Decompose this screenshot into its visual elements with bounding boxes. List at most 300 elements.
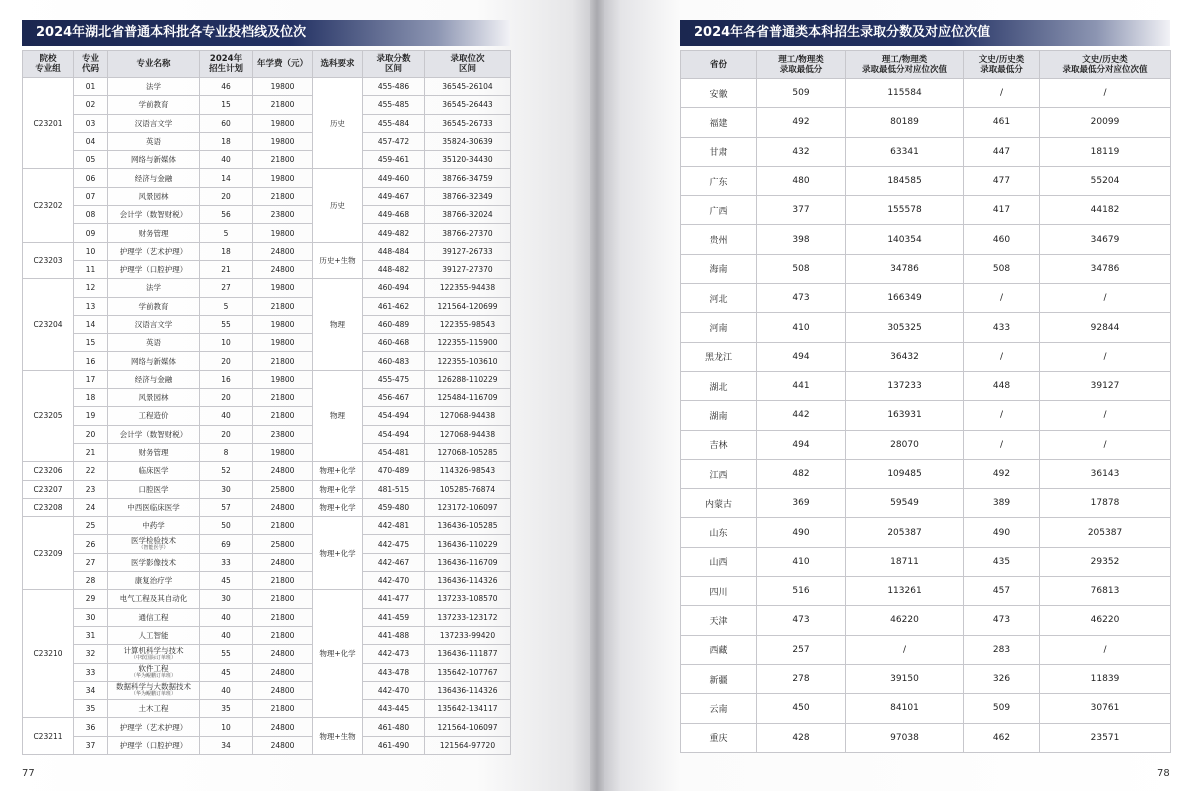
table-row xyxy=(23,114,511,132)
arts-rank-cell: / xyxy=(1040,430,1171,459)
province-cell: 新疆 xyxy=(681,664,757,693)
rank-range-cell: 38766-32024 xyxy=(425,206,511,224)
major-code-cell: 33 xyxy=(74,663,108,681)
province-cell: 西藏 xyxy=(681,635,757,664)
plan-cell: 20 xyxy=(200,352,253,370)
plan-cell: 55 xyxy=(200,645,253,663)
table-row xyxy=(23,700,511,718)
group-code-cell: C23207 xyxy=(23,480,74,498)
arts-min-score-cell: 477 xyxy=(964,166,1040,195)
science-min-score-cell: 473 xyxy=(757,284,846,313)
arts-rank-cell: 30761 xyxy=(1040,694,1171,723)
subject-requirement-cell: 物理+化学 xyxy=(313,517,363,590)
plan-cell: 34 xyxy=(200,736,253,754)
major-name-cell: 英语 xyxy=(108,132,200,150)
group-code-cell: C23204 xyxy=(23,279,74,370)
rank-range-cell: 121564-97720 xyxy=(425,736,511,754)
table-row xyxy=(681,606,1171,635)
major-name-cell: 护理学（艺术护理） xyxy=(108,242,200,260)
table-row xyxy=(681,723,1171,752)
table-row xyxy=(681,371,1171,400)
science-rank-cell: 63341 xyxy=(846,137,964,166)
major-name-cell: 软件工程 （华为鲲鹏订单班） xyxy=(108,663,200,681)
major-name-cell: 财务管理 xyxy=(108,224,200,242)
rank-range-cell: 137233-123172 xyxy=(425,608,511,626)
table-row xyxy=(681,577,1171,606)
score-range-cell: 456-467 xyxy=(363,389,425,407)
major-name-cell: 护理学（口腔护理） xyxy=(108,736,200,754)
page-number: 77 xyxy=(22,768,35,779)
major-code-cell: 07 xyxy=(74,187,108,205)
score-range-cell: 459-480 xyxy=(363,498,425,516)
plan-cell: 40 xyxy=(200,407,253,425)
arts-rank-cell: 76813 xyxy=(1040,577,1171,606)
arts-rank-cell: 205387 xyxy=(1040,518,1171,547)
major-code-cell: 05 xyxy=(74,151,108,169)
major-name-cell: 中西医临床医学 xyxy=(108,498,200,516)
science-min-score-cell: 509 xyxy=(757,79,846,108)
plan-cell: 45 xyxy=(200,663,253,681)
science-rank-cell: 59549 xyxy=(846,489,964,518)
arts-rank-cell: 29352 xyxy=(1040,547,1171,576)
score-range-cell: 442-473 xyxy=(363,645,425,663)
score-range-cell: 460-483 xyxy=(363,352,425,370)
major-code-cell: 03 xyxy=(74,114,108,132)
tuition-cell: 21800 xyxy=(253,151,313,169)
plan-cell: 60 xyxy=(200,114,253,132)
major-code-cell: 32 xyxy=(74,645,108,663)
plan-cell: 50 xyxy=(200,517,253,535)
table-row xyxy=(23,169,511,187)
rank-range-cell: 36545-26733 xyxy=(425,114,511,132)
major-name-cell: 法学 xyxy=(108,279,200,297)
science-min-score-cell: 441 xyxy=(757,371,846,400)
tuition-cell: 23800 xyxy=(253,425,313,443)
science-rank-cell: 109485 xyxy=(846,459,964,488)
tuition-cell: 21800 xyxy=(253,96,313,114)
plan-cell: 40 xyxy=(200,608,253,626)
science-rank-cell: 205387 xyxy=(846,518,964,547)
score-range-cell: 481-515 xyxy=(363,480,425,498)
tuition-cell: 24800 xyxy=(253,681,313,699)
table-row xyxy=(681,459,1171,488)
table-row xyxy=(681,254,1171,283)
rank-range-cell: 136436-114326 xyxy=(425,572,511,590)
arts-min-score-cell: / xyxy=(964,430,1040,459)
arts-rank-cell: 34786 xyxy=(1040,254,1171,283)
score-range-cell: 449-460 xyxy=(363,169,425,187)
science-min-score-cell: 369 xyxy=(757,489,846,518)
arts-min-score-cell: 509 xyxy=(964,694,1040,723)
score-range-cell: 449-468 xyxy=(363,206,425,224)
subject-requirement-cell: 物理+化学 xyxy=(313,498,363,516)
table-row xyxy=(23,187,511,205)
science-rank-cell: 39150 xyxy=(846,664,964,693)
major-name-cell: 医学影像技术 xyxy=(108,553,200,571)
table-row xyxy=(23,608,511,626)
table-row xyxy=(23,498,511,516)
tuition-cell: 19800 xyxy=(253,132,313,150)
major-code-cell: 26 xyxy=(74,535,108,553)
province-cell: 湖北 xyxy=(681,371,757,400)
tuition-cell: 23800 xyxy=(253,206,313,224)
table-row xyxy=(23,590,511,608)
arts-rank-cell: / xyxy=(1040,401,1171,430)
arts-min-score-cell: 457 xyxy=(964,577,1040,606)
arts-min-score-cell: 326 xyxy=(964,664,1040,693)
table-row xyxy=(681,401,1171,430)
table-row xyxy=(681,79,1171,108)
column-header: 理工/物理类 录取最低分对应位次值 xyxy=(846,51,964,79)
group-code-cell: C23209 xyxy=(23,517,74,590)
table-row xyxy=(23,389,511,407)
major-name-cell: 医学检验技术 （智能医学） xyxy=(108,535,200,553)
science-rank-cell: 46220 xyxy=(846,606,964,635)
science-min-score-cell: 482 xyxy=(757,459,846,488)
score-range-cell: 461-462 xyxy=(363,297,425,315)
rank-range-cell: 136436-105285 xyxy=(425,517,511,535)
major-code-cell: 22 xyxy=(74,462,108,480)
tuition-cell: 19800 xyxy=(253,443,313,461)
rank-range-cell: 123172-106097 xyxy=(425,498,511,516)
table-row xyxy=(23,334,511,352)
science-rank-cell: 115584 xyxy=(846,79,964,108)
plan-cell: 15 xyxy=(200,96,253,114)
major-code-cell: 25 xyxy=(74,517,108,535)
major-code-cell: 21 xyxy=(74,443,108,461)
major-code-cell: 02 xyxy=(74,96,108,114)
arts-min-score-cell: 460 xyxy=(964,225,1040,254)
table-row xyxy=(23,535,511,553)
column-header: 理工/物理类 录取最低分 xyxy=(757,51,846,79)
group-code-cell: C23205 xyxy=(23,370,74,461)
rank-range-cell: 121564-106097 xyxy=(425,718,511,736)
rank-range-cell: 39127-26733 xyxy=(425,242,511,260)
arts-min-score-cell: / xyxy=(964,79,1040,108)
arts-rank-cell: 34679 xyxy=(1040,225,1171,254)
subject-requirement-cell: 物理+化学 xyxy=(313,462,363,480)
rank-range-cell: 38766-34759 xyxy=(425,169,511,187)
arts-rank-cell: / xyxy=(1040,342,1171,371)
major-code-cell: 11 xyxy=(74,260,108,278)
science-min-score-cell: 480 xyxy=(757,166,846,195)
rank-range-cell: 136436-111877 xyxy=(425,645,511,663)
table-row xyxy=(23,78,511,96)
arts-rank-cell: 23571 xyxy=(1040,723,1171,752)
table-row xyxy=(681,342,1171,371)
plan-cell: 40 xyxy=(200,151,253,169)
table-row xyxy=(23,96,511,114)
major-name-cell: 数据科学与大数据技术 （华为鲲鹏订单班） xyxy=(108,681,200,699)
major-name-cell: 人工智能 xyxy=(108,626,200,644)
tuition-cell: 19800 xyxy=(253,78,313,96)
major-note: （智能医学） xyxy=(138,545,169,552)
column-header: 文史/历史类 录取最低分对应位次值 xyxy=(1040,51,1171,79)
rank-range-cell: 137233-99420 xyxy=(425,626,511,644)
score-range-cell: 454-494 xyxy=(363,407,425,425)
major-code-cell: 09 xyxy=(74,224,108,242)
tuition-cell: 19800 xyxy=(253,279,313,297)
tuition-cell: 21800 xyxy=(253,626,313,644)
arts-min-score-cell: 508 xyxy=(964,254,1040,283)
score-range-cell: 470-489 xyxy=(363,462,425,480)
score-range-cell: 454-494 xyxy=(363,425,425,443)
table-row xyxy=(681,664,1171,693)
province-cell: 天津 xyxy=(681,606,757,635)
major-name-cell: 风景园林 xyxy=(108,187,200,205)
province-cell: 山东 xyxy=(681,518,757,547)
arts-min-score-cell: / xyxy=(964,401,1040,430)
column-header: 选科要求 xyxy=(313,51,363,78)
province-cell: 山西 xyxy=(681,547,757,576)
major-code-cell: 13 xyxy=(74,297,108,315)
science-rank-cell: 166349 xyxy=(846,284,964,313)
major-code-cell: 15 xyxy=(74,334,108,352)
arts-min-score-cell: 283 xyxy=(964,635,1040,664)
tuition-cell: 19800 xyxy=(253,370,313,388)
science-rank-cell: 305325 xyxy=(846,313,964,342)
rank-range-cell: 122355-103610 xyxy=(425,352,511,370)
science-rank-cell: 18711 xyxy=(846,547,964,576)
arts-min-score-cell: 448 xyxy=(964,371,1040,400)
province-cell: 重庆 xyxy=(681,723,757,752)
major-code-cell: 34 xyxy=(74,681,108,699)
plan-cell: 33 xyxy=(200,553,253,571)
science-min-score-cell: 490 xyxy=(757,518,846,547)
major-name-cell: 经济与金融 xyxy=(108,370,200,388)
province-cell: 安徽 xyxy=(681,79,757,108)
table-row xyxy=(23,370,511,388)
arts-rank-cell: 44182 xyxy=(1040,196,1171,225)
major-code-cell: 12 xyxy=(74,279,108,297)
rank-range-cell: 36545-26443 xyxy=(425,96,511,114)
table-row xyxy=(681,225,1171,254)
tuition-cell: 25800 xyxy=(253,535,313,553)
major-name-cell: 网络与新媒体 xyxy=(108,352,200,370)
group-code-cell: C23210 xyxy=(23,590,74,718)
plan-cell: 21 xyxy=(200,260,253,278)
arts-rank-cell: 17878 xyxy=(1040,489,1171,518)
science-min-score-cell: 432 xyxy=(757,137,846,166)
score-range-cell: 460-468 xyxy=(363,334,425,352)
score-range-cell: 442-475 xyxy=(363,535,425,553)
arts-rank-cell: 18119 xyxy=(1040,137,1171,166)
major-code-cell: 06 xyxy=(74,169,108,187)
plan-cell: 46 xyxy=(200,78,253,96)
science-min-score-cell: 428 xyxy=(757,723,846,752)
score-range-cell: 441-459 xyxy=(363,608,425,626)
table-row xyxy=(681,284,1171,313)
rank-range-cell: 122355-94438 xyxy=(425,279,511,297)
arts-min-score-cell: 490 xyxy=(964,518,1040,547)
science-min-score-cell: 377 xyxy=(757,196,846,225)
province-cell: 内蒙古 xyxy=(681,489,757,518)
tuition-cell: 24800 xyxy=(253,242,313,260)
tuition-cell: 21800 xyxy=(253,608,313,626)
major-code-cell: 19 xyxy=(74,407,108,425)
arts-rank-cell: / xyxy=(1040,284,1171,313)
table-row xyxy=(23,718,511,736)
plan-cell: 57 xyxy=(200,498,253,516)
major-code-cell: 27 xyxy=(74,553,108,571)
science-rank-cell: 28070 xyxy=(846,430,964,459)
score-range-cell: 461-490 xyxy=(363,736,425,754)
science-min-score-cell: 257 xyxy=(757,635,846,664)
tuition-cell: 19800 xyxy=(253,169,313,187)
table-row xyxy=(23,352,511,370)
table-header-row xyxy=(23,51,511,78)
arts-rank-cell: 39127 xyxy=(1040,371,1171,400)
plan-cell: 45 xyxy=(200,572,253,590)
arts-rank-cell: 11839 xyxy=(1040,664,1171,693)
tuition-cell: 21800 xyxy=(253,590,313,608)
province-cell: 贵州 xyxy=(681,225,757,254)
arts-min-score-cell: 389 xyxy=(964,489,1040,518)
table-row xyxy=(23,480,511,498)
arts-min-score-cell: / xyxy=(964,284,1040,313)
tuition-cell: 19800 xyxy=(253,114,313,132)
table-row xyxy=(23,736,511,754)
plan-cell: 40 xyxy=(200,681,253,699)
tuition-cell: 21800 xyxy=(253,572,313,590)
score-range-cell: 459-461 xyxy=(363,151,425,169)
major-code-cell: 23 xyxy=(74,480,108,498)
province-cell: 四川 xyxy=(681,577,757,606)
score-range-cell: 455-486 xyxy=(363,78,425,96)
table-row xyxy=(681,430,1171,459)
science-min-score-cell: 278 xyxy=(757,664,846,693)
plan-cell: 16 xyxy=(200,370,253,388)
plan-cell: 55 xyxy=(200,315,253,333)
science-rank-cell: 113261 xyxy=(846,577,964,606)
rank-range-cell: 36545-26104 xyxy=(425,78,511,96)
column-header: 省份 xyxy=(681,51,757,79)
tuition-cell: 19800 xyxy=(253,224,313,242)
table-row xyxy=(23,224,511,242)
plan-cell: 40 xyxy=(200,626,253,644)
score-range-cell: 455-485 xyxy=(363,96,425,114)
score-range-cell: 455-484 xyxy=(363,114,425,132)
table-row xyxy=(681,166,1171,195)
arts-rank-cell: / xyxy=(1040,635,1171,664)
column-header: 文史/历史类 录取最低分 xyxy=(964,51,1040,79)
plan-cell: 30 xyxy=(200,590,253,608)
table-row xyxy=(23,260,511,278)
score-range-cell: 443-445 xyxy=(363,700,425,718)
table-row xyxy=(23,132,511,150)
science-min-score-cell: 494 xyxy=(757,430,846,459)
province-cell: 海南 xyxy=(681,254,757,283)
subject-requirement-cell: 物理+生物 xyxy=(313,718,363,755)
arts-min-score-cell: 435 xyxy=(964,547,1040,576)
page-number: 78 xyxy=(1157,768,1170,779)
science-rank-cell: 163931 xyxy=(846,401,964,430)
table-row xyxy=(23,553,511,571)
major-name-cell: 通信工程 xyxy=(108,608,200,626)
plan-cell: 5 xyxy=(200,224,253,242)
major-code-cell: 28 xyxy=(74,572,108,590)
left-page xyxy=(0,0,596,791)
major-name-cell: 电气工程及其自动化 xyxy=(108,590,200,608)
plan-cell: 10 xyxy=(200,718,253,736)
column-header: 录取分数 区间 xyxy=(363,51,425,78)
arts-rank-cell: 46220 xyxy=(1040,606,1171,635)
plan-cell: 8 xyxy=(200,443,253,461)
rank-range-cell: 122355-98543 xyxy=(425,315,511,333)
rank-range-cell: 127068-94438 xyxy=(425,425,511,443)
group-code-cell: C23201 xyxy=(23,78,74,169)
major-name-cell: 护理学（口腔护理） xyxy=(108,260,200,278)
table-row xyxy=(23,462,511,480)
plan-cell: 27 xyxy=(200,279,253,297)
table-row xyxy=(23,517,511,535)
plan-cell: 52 xyxy=(200,462,253,480)
major-code-cell: 29 xyxy=(74,590,108,608)
major-code-cell: 08 xyxy=(74,206,108,224)
province-cell: 河南 xyxy=(681,313,757,342)
plan-cell: 56 xyxy=(200,206,253,224)
province-cell: 广西 xyxy=(681,196,757,225)
arts-min-score-cell: 492 xyxy=(964,459,1040,488)
rank-range-cell: 135642-134117 xyxy=(425,700,511,718)
column-header: 专业名称 xyxy=(108,51,200,78)
table-header-row xyxy=(681,51,1171,79)
science-min-score-cell: 494 xyxy=(757,342,846,371)
tuition-cell: 21800 xyxy=(253,297,313,315)
table-row xyxy=(23,315,511,333)
score-range-cell: 442-470 xyxy=(363,681,425,699)
plan-cell: 35 xyxy=(200,700,253,718)
province-cell: 吉林 xyxy=(681,430,757,459)
arts-min-score-cell: 417 xyxy=(964,196,1040,225)
rank-range-cell: 38766-32349 xyxy=(425,187,511,205)
science-min-score-cell: 516 xyxy=(757,577,846,606)
rank-range-cell: 127068-94438 xyxy=(425,407,511,425)
plan-cell: 30 xyxy=(200,480,253,498)
column-header: 录取位次 区间 xyxy=(425,51,511,78)
province-cell: 甘肃 xyxy=(681,137,757,166)
rank-range-cell: 35824-30639 xyxy=(425,132,511,150)
arts-rank-cell: 92844 xyxy=(1040,313,1171,342)
rank-range-cell: 126288-110229 xyxy=(425,370,511,388)
tuition-cell: 25800 xyxy=(253,480,313,498)
table-row xyxy=(681,518,1171,547)
rank-range-cell: 39127-27370 xyxy=(425,260,511,278)
science-min-score-cell: 473 xyxy=(757,606,846,635)
rank-range-cell: 136436-110229 xyxy=(425,535,511,553)
major-code-cell: 16 xyxy=(74,352,108,370)
major-note: （中软国际订单班） xyxy=(130,654,176,661)
major-code-cell: 04 xyxy=(74,132,108,150)
subject-requirement-cell: 物理 xyxy=(313,279,363,370)
table-row xyxy=(23,297,511,315)
science-rank-cell: / xyxy=(846,635,964,664)
tuition-cell: 24800 xyxy=(253,736,313,754)
major-code-cell: 24 xyxy=(74,498,108,516)
tuition-cell: 24800 xyxy=(253,663,313,681)
major-name-cell: 学前教育 xyxy=(108,297,200,315)
tuition-cell: 21800 xyxy=(253,389,313,407)
science-min-score-cell: 442 xyxy=(757,401,846,430)
subject-requirement-cell: 物理+化学 xyxy=(313,480,363,498)
score-range-cell: 448-484 xyxy=(363,242,425,260)
major-name-cell: 汉语言文学 xyxy=(108,114,200,132)
table-row xyxy=(681,313,1171,342)
subject-requirement-cell: 历史+生物 xyxy=(313,242,363,279)
major-code-cell: 14 xyxy=(74,315,108,333)
score-range-cell: 448-482 xyxy=(363,260,425,278)
major-name-cell: 风景园林 xyxy=(108,389,200,407)
